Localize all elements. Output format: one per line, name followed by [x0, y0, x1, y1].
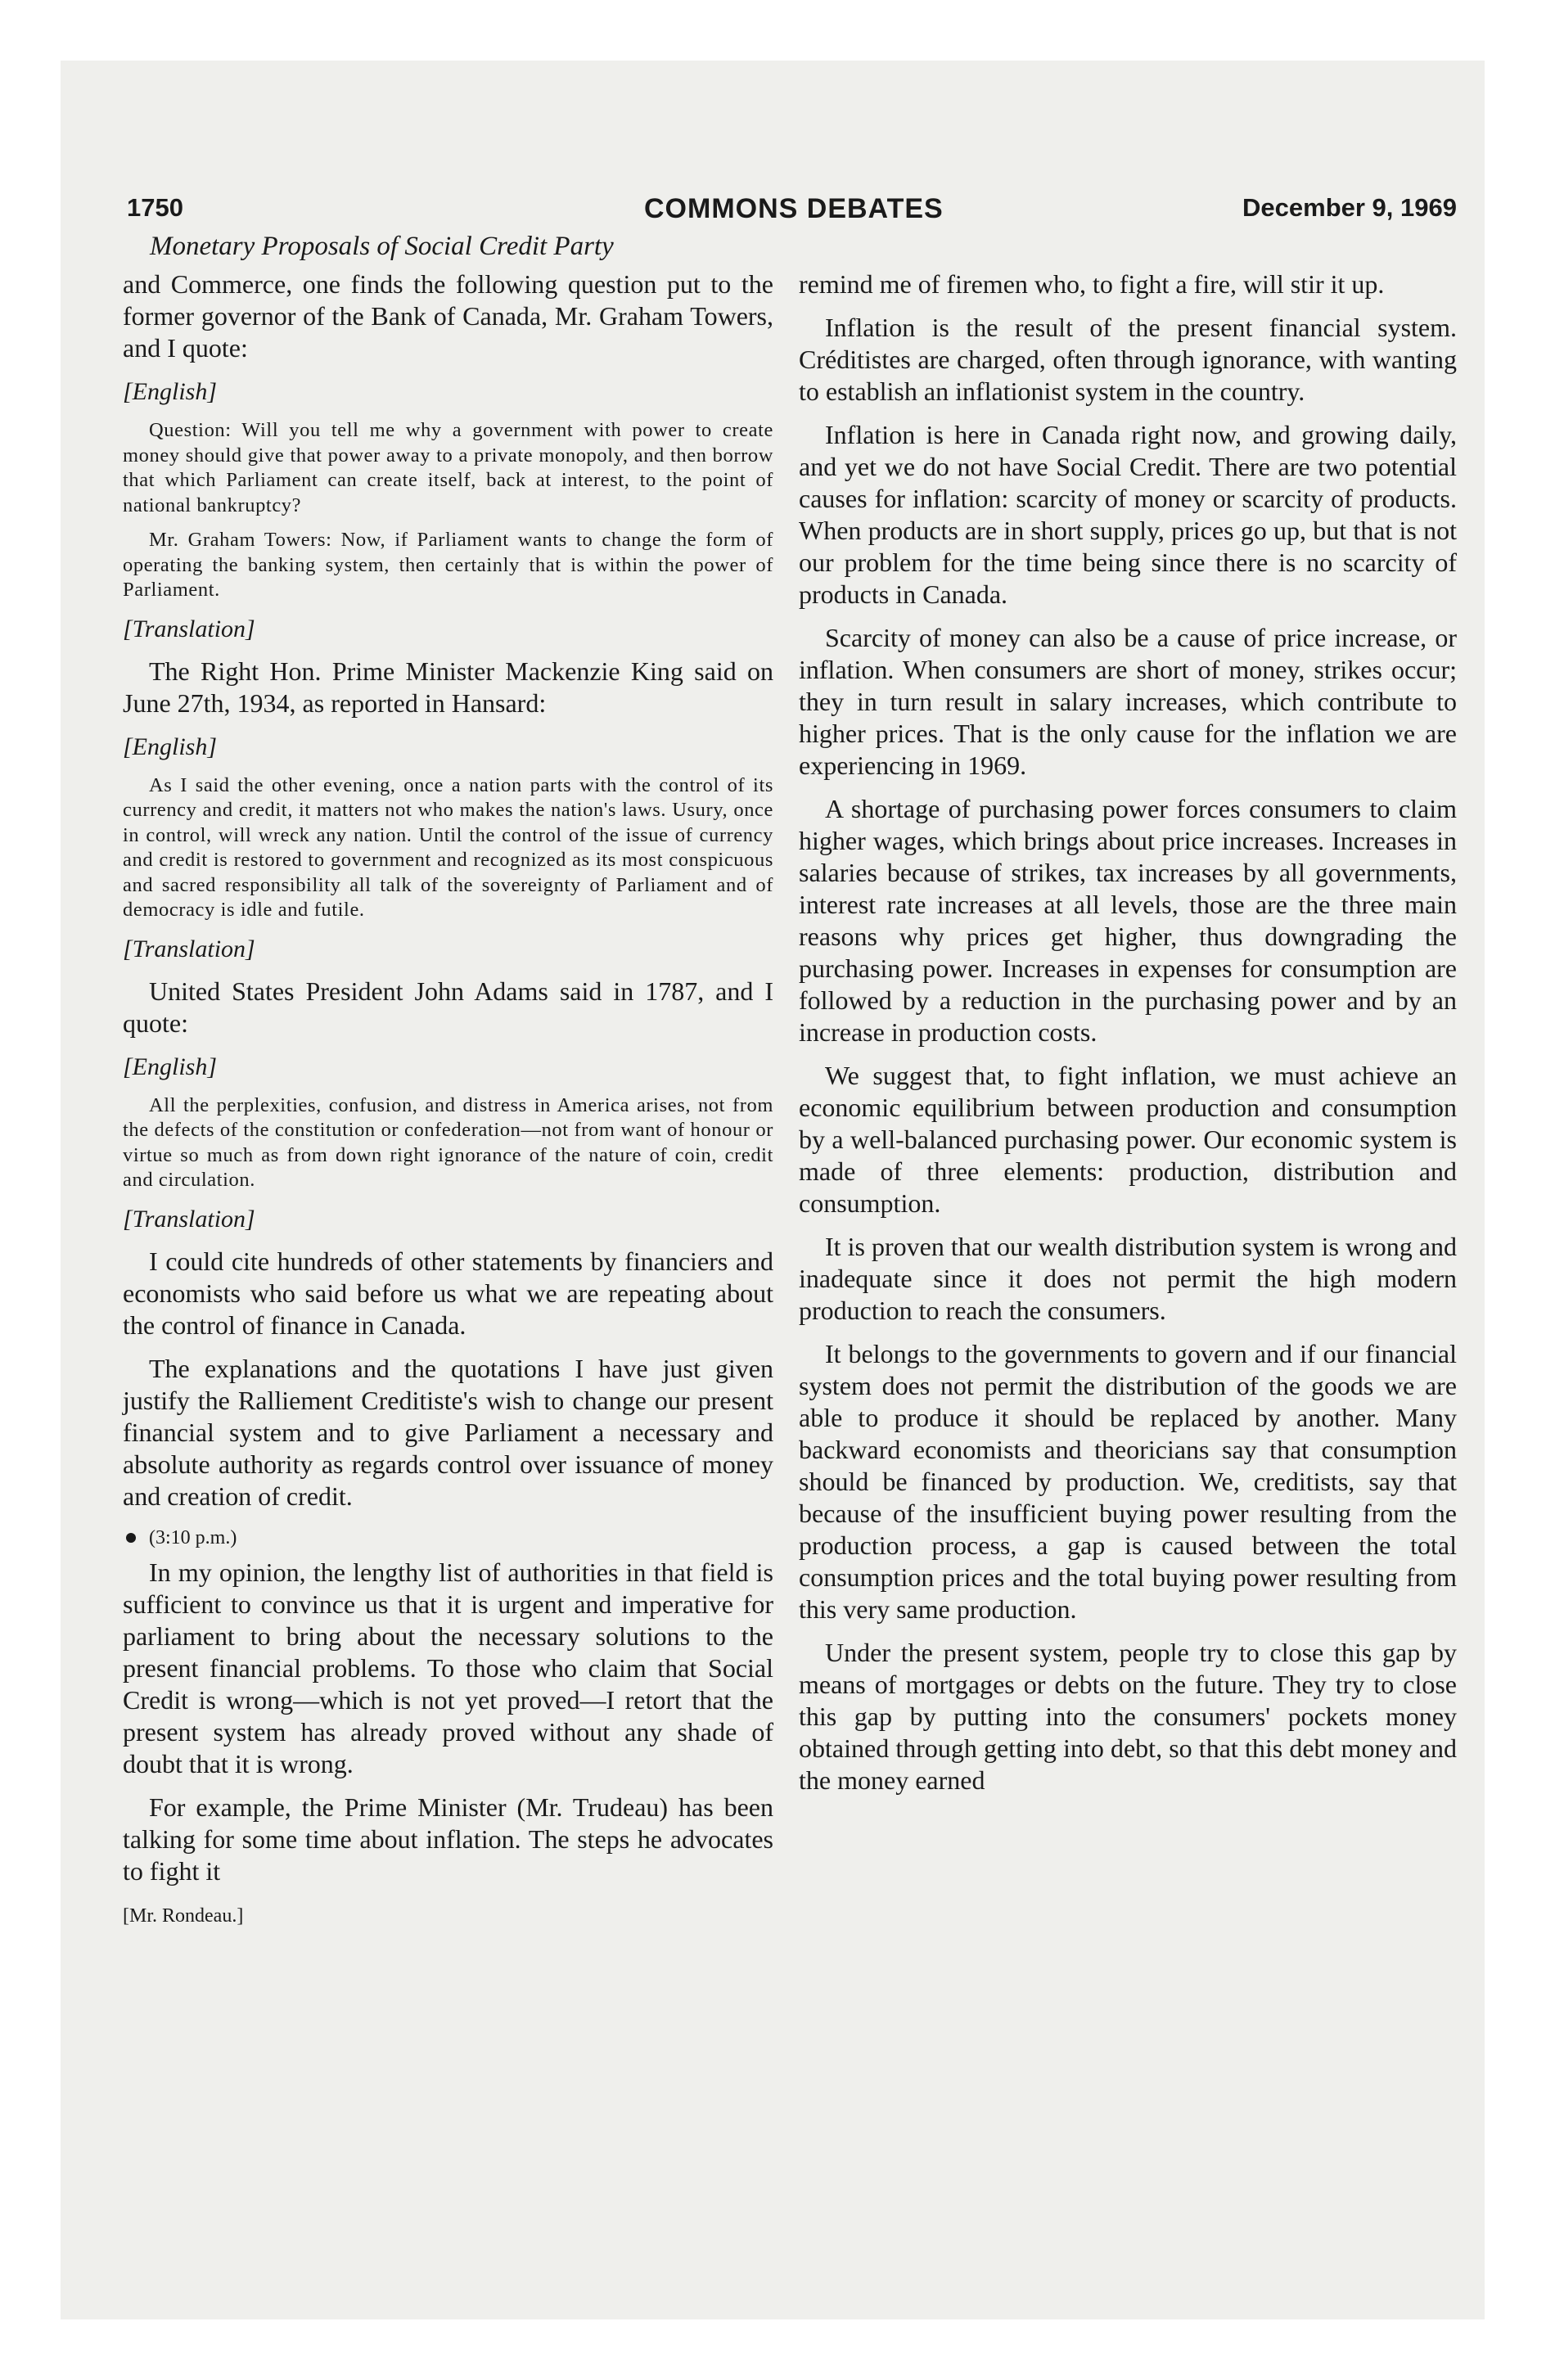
speaker-footer: [Mr. Rondeau.] — [123, 1904, 244, 1927]
language-tag: [English] — [123, 732, 218, 760]
paragraph: Inflation is the result of the present financial system. Créditistes are charged, often through ignorance, with wanting to establish an inflationist system in the country. — [799, 313, 1457, 406]
paragraph: I could cite hundreds of other statements by financiers and economists who said before us what we are repeating about the control of finance in Canada. — [123, 1246, 773, 1340]
paragraph: The explanations and the quotations I have just given justify the Ralliement Creditiste's wish to change our present financial system and to give Parliament a necessary and absolute authority as regards control over issuance of money and creation of credit. — [123, 1353, 773, 1511]
paragraph: Scarcity of money can also be a cause of price increase, or inflation. When consumers are short of money, strikes occur; they in turn result in salary increases, which contribute to higher prices. That is the only cause for the inflation we are experiencing in 1969. — [799, 623, 1457, 780]
page-header — [127, 193, 1457, 234]
paragraph: For example, the Prime Minister (Mr. Trudeau) has been talking for some time about inflation. The steps he advocates to fight it — [123, 1792, 773, 1886]
header-date: December 9, 1969 — [1242, 193, 1457, 222]
left-column — [123, 268, 773, 1928]
section-subtitle: Monetary Proposals of Social Credit Party — [150, 232, 614, 261]
paragraph: A shortage of purchasing power forces consumers to claim higher wages, which brings about price increases. Increases in salaries because of strikes, tax increases by all governments, interest rate increases at all levels, those are the three main reasons why prices get higher, thus downgrading the purchasing power. Increases in expenses for consumption are followed by a reduction in the purchasing power and by an increase in production costs. — [799, 794, 1457, 1047]
quotation: All the perplexities, confusion, and distress in America arises, not from the defects of the constitution or confederation—not from want of honour or virtue so much as from down right ignorance of the nature of coin, credit and circulation. — [123, 1093, 773, 1191]
right-column — [799, 268, 1457, 1808]
paragraph: In my opinion, the lengthy list of authorities in that field is sufficient to convince us that it is urgent and imperative for parliament to bring about the necessary solutions to the present financial problems. To those who claim that Social Credit is wrong—which is not yet proved—I retort that the present system has already proved without any shade of doubt that it is wrong. — [123, 1557, 773, 1778]
paragraph: It belongs to the governments to govern and if our financial system does not permit the distribution of the goods we are able to produce it should be replaced by another. Many backward economists and theoricians say that consumption should be financed by production. We, creditists, say that because of the insufficient buying power resulting from the production process, a gap is caused between the total consumption prices and the total buying power resulting from this very same production. — [799, 1339, 1457, 1624]
page-number: 1750 — [127, 193, 183, 222]
paragraph: It is proven that our wealth distribution system is wrong and inadequate since it does not permit the high modern production to reach the consumers. — [799, 1232, 1457, 1325]
paragraph: and Commerce, one finds the following question put to the former governor of the Bank of Canada, Mr. Graham Towers, and I quote: — [123, 269, 773, 363]
paragraph: Inflation is here in Canada right now, and growing daily, and yet we do not have Social Credit. There are two potential causes for inflation: scarcity of money or scarcity of products. When products are in short supply, prices go up, but that is not our problem for the time being since there is no scarcity of products in Canada. — [799, 420, 1457, 609]
paragraph: We suggest that, to fight inflation, we must achieve an economic equilibrium between production and consumption by a well-balanced purchasing power. Our economic system is made of three elements: production, distribution and consumption. — [799, 1061, 1457, 1218]
paragraph: remind me of firemen who, to fight a fire, will stir it up. — [799, 269, 1385, 299]
language-tag: [Translation] — [123, 935, 255, 962]
language-tag: [English] — [123, 378, 218, 405]
quotation: Question: Will you tell me why a government with power to create money should give that power away to a private monopoly, and then borrow that which Parliament can create itself, back at interest, to the point of national bankruptcy? — [123, 419, 773, 516]
quotation: Mr. Graham Towers: Now, if Parliament wants to change the form of operating the banking system, then certainly that is within the power of Parliament. — [123, 529, 773, 601]
paragraph: Under the present system, people try to close this gap by means of mortgages or debts on the future. They try to close this gap by putting into the consumers' pockets money obtained through getting into debt, so that this debt money and the money earned — [799, 1638, 1457, 1795]
language-tag: [English] — [123, 1053, 218, 1080]
timestamp-text: (3:10 p.m.) — [149, 1526, 237, 1548]
language-tag: [Translation] — [123, 1205, 255, 1233]
publication-title: COMMONS DEBATES — [644, 193, 944, 224]
bullet-icon — [126, 1533, 136, 1543]
quotation: As I said the other evening, once a nation parts with the control of its currency and credit, it matters not who makes the nation's laws. Usury, once in control, will wreck any nation. Until the control of the issue of currency and credit is restored to government and recognized as its most conspicuous and sacred responsibility all talk of the sovereignty of Parliament and of democracy is idle and futile. — [123, 773, 773, 921]
paragraph: The Right Hon. Prime Minister Mackenzie King said on June 27th, 1934, as reported in Hansard: — [123, 656, 773, 718]
timestamp — [123, 1524, 773, 1552]
language-tag: [Translation] — [123, 615, 255, 642]
paragraph: United States President John Adams said in 1787, and I quote: — [123, 976, 773, 1038]
